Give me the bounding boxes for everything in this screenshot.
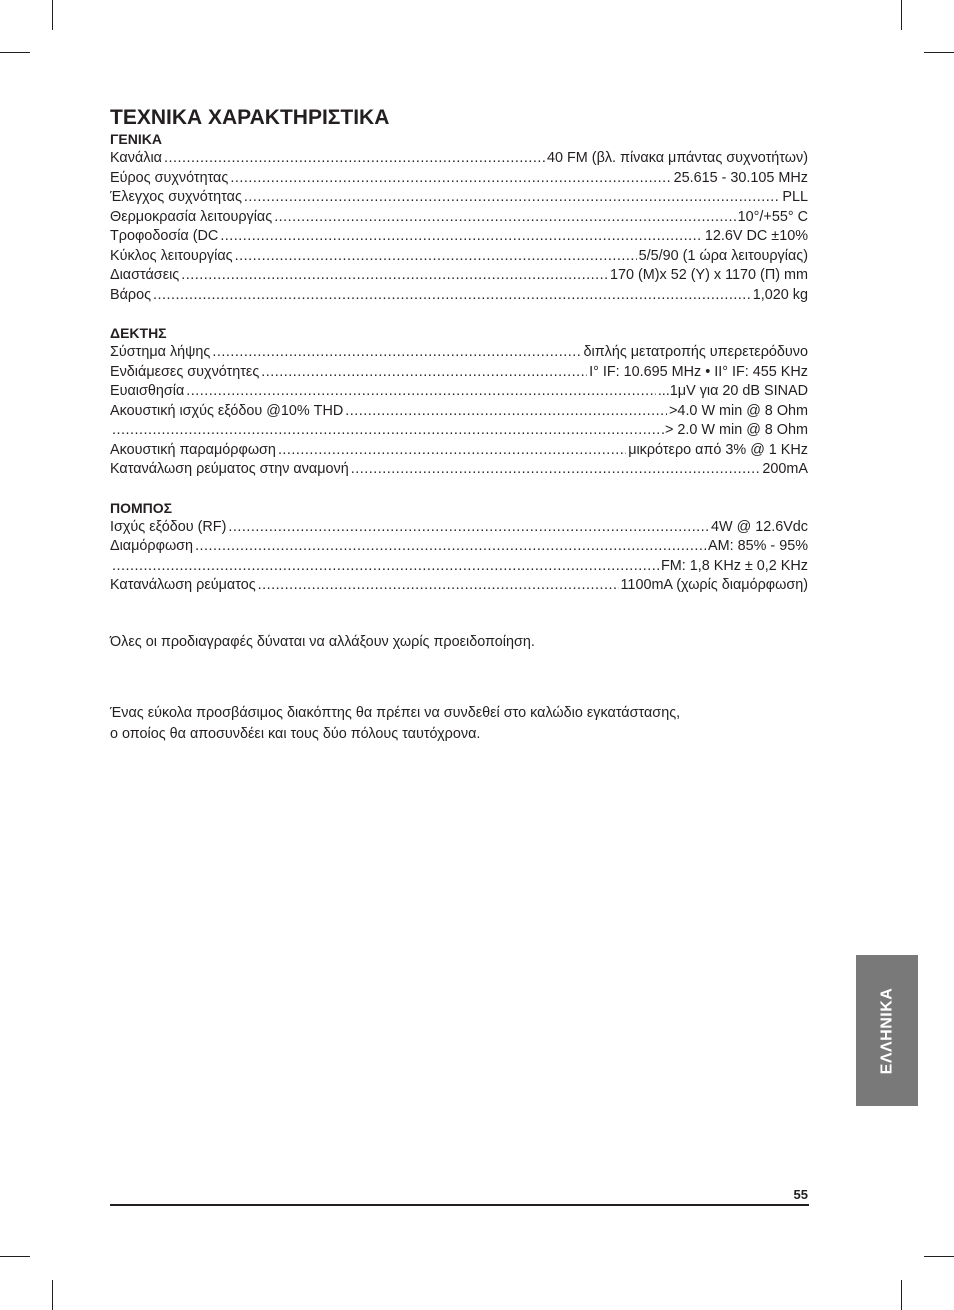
spec-value: >4.0 W min @ 8 Ohm xyxy=(669,402,808,419)
leader-dots xyxy=(186,382,656,402)
spec-row xyxy=(110,227,808,247)
page-number: 55 xyxy=(793,1187,808,1202)
spec-value: AM: 85% - 95% xyxy=(708,538,808,554)
section-receiver xyxy=(110,324,808,480)
spec-value: 4W @ 12.6Vdc xyxy=(711,518,808,535)
spec-row xyxy=(110,576,808,596)
spec-label: Ακουστική ισχύς εξόδου @10% THD xyxy=(110,402,344,419)
leader-dots xyxy=(244,188,780,208)
leader-dots xyxy=(220,227,703,247)
spec-label: Τροφοδοσία (DC xyxy=(110,228,219,244)
spec-label: Ευαισθησία xyxy=(110,383,185,399)
spec-row xyxy=(110,169,808,189)
spec-row xyxy=(110,266,808,286)
leader-dots xyxy=(261,363,587,383)
section-heading: ΔΕΚΤΗΣ xyxy=(110,325,167,341)
spec-label: Διαστάσεις xyxy=(110,267,180,283)
spec-label: Ακουστική παραμόρφωση xyxy=(110,441,276,458)
leader-dots xyxy=(195,537,706,557)
crop-mark xyxy=(924,52,954,53)
spec-value: 40 FM (βλ. πίνακα μπάντας συχνοτήτων) xyxy=(547,150,808,166)
spec-label: Κύκλος λειτουργίας xyxy=(110,247,233,264)
spec-value: FM: 1,8 KHz ± 0,2 KHz xyxy=(660,557,808,574)
spec-row xyxy=(110,537,808,557)
spec-content xyxy=(110,106,808,745)
leader-dots xyxy=(274,208,735,228)
leader-dots xyxy=(258,576,619,596)
spec-row xyxy=(110,208,808,228)
leader-dots xyxy=(228,518,709,538)
spec-value: 1,020 kg xyxy=(752,286,808,303)
leader-dots xyxy=(351,460,761,480)
leader-dots xyxy=(230,169,671,189)
spec-row xyxy=(110,557,808,577)
section-transmitter xyxy=(110,499,808,596)
language-tab xyxy=(856,955,918,1106)
spec-label: Εύρος συχνότητας xyxy=(110,169,229,186)
spec-row xyxy=(110,149,808,169)
crop-mark xyxy=(52,1280,53,1310)
section-heading: ΓΕΝΙΚΑ xyxy=(110,131,162,147)
crop-mark xyxy=(901,0,902,30)
notice-text: Όλες οι προδιαγραφές δύναται να αλλάξουν χωρίς προειδοποίηση. xyxy=(110,633,535,650)
crop-mark xyxy=(0,52,30,53)
footer-rule xyxy=(110,1204,809,1206)
spec-row xyxy=(110,518,808,538)
spec-row xyxy=(110,188,808,208)
spec-label: Έλεγχος συχνότητας xyxy=(110,189,242,205)
leader-dots xyxy=(212,343,581,363)
spec-row xyxy=(110,286,808,306)
spec-label: Θερμοκρασία λειτουργίας xyxy=(110,208,273,225)
spec-label: Βάρος xyxy=(110,286,152,303)
safety-line: ο οποίος θα αποσυνδέει και τους δύο πόλους ταυτόχρονα. xyxy=(110,725,481,742)
spec-label: Κανάλια xyxy=(110,150,162,166)
leader-dots xyxy=(278,441,626,461)
page-title: ΤΕΧΝΙΚΑ ΧΑΡΑΚΤΗΡΙΣΤΙΚΑ xyxy=(110,106,390,129)
spec-value: διπλής μετατροπής υπερετερόδυνο xyxy=(583,344,808,360)
spec-value: 170 (M)x 52 (Y) x 1170 (Π) mm xyxy=(609,267,808,283)
leader-dots xyxy=(235,247,637,267)
spec-row xyxy=(110,247,808,267)
spec-row xyxy=(110,363,808,383)
spec-row xyxy=(110,460,808,480)
spec-label: Σύστημα λήψης xyxy=(110,344,211,360)
spec-row xyxy=(110,343,808,363)
spec-value: 10°/+55° C xyxy=(737,208,808,225)
safety-line: Ένας εύκολα προσβάσιμος διακόπτης θα πρέπει να συνδεθεί στο καλώδιο εγκατάστασης, xyxy=(110,704,681,721)
spec-value: PLL xyxy=(782,189,808,205)
spec-value: 5/5/90 (1 ώρα λειτουργίας) xyxy=(638,247,808,264)
section-heading: ΠΟΜΠΟΣ xyxy=(110,499,173,516)
spec-label: Ενδιάμεσες συχνότητες xyxy=(110,363,260,380)
leader-dots xyxy=(181,266,608,286)
leader-dots xyxy=(345,402,667,422)
leader-dots xyxy=(153,286,751,306)
leader-dots xyxy=(112,557,659,577)
spec-value: μικρότερο από 3% @ 1 KHz xyxy=(628,441,808,458)
spec-label: Ισχύς εξόδου (RF) xyxy=(110,518,227,535)
spec-value: .> 2.0 W min @ 8 Ohm xyxy=(661,422,808,438)
spec-row xyxy=(110,382,808,402)
spec-row xyxy=(110,441,808,461)
spec-value: I° IF: 10.695 MHz • II° IF: 455 KHz xyxy=(589,363,808,380)
spec-label: Κατανάλωση ρεύματος xyxy=(110,577,256,593)
spec-value: 200mA xyxy=(762,461,808,477)
spec-label: Κατανάλωση ρεύματος στην αναμονή xyxy=(110,461,349,477)
section-general xyxy=(110,130,808,305)
leader-dots xyxy=(164,149,545,169)
crop-mark xyxy=(924,1256,954,1257)
spec-row xyxy=(110,421,808,441)
spec-label: Διαμόρφωση xyxy=(110,538,194,554)
spec-row xyxy=(110,402,808,422)
language-tab-label: ΕΛΛΗΝΙΚΑ xyxy=(878,987,895,1074)
spec-value: 25.615 - 30.105 MHz xyxy=(673,169,808,186)
spec-value: 1100mA (χωρίς διαμόρφωση) xyxy=(620,577,808,593)
spec-value: 12.6V DC ±10% xyxy=(704,228,808,244)
crop-mark xyxy=(52,0,53,30)
spec-value: ...1μV για 20 dB SINAD xyxy=(657,383,808,399)
crop-mark xyxy=(0,1256,30,1257)
leader-dots xyxy=(112,421,659,441)
crop-mark xyxy=(901,1280,902,1310)
